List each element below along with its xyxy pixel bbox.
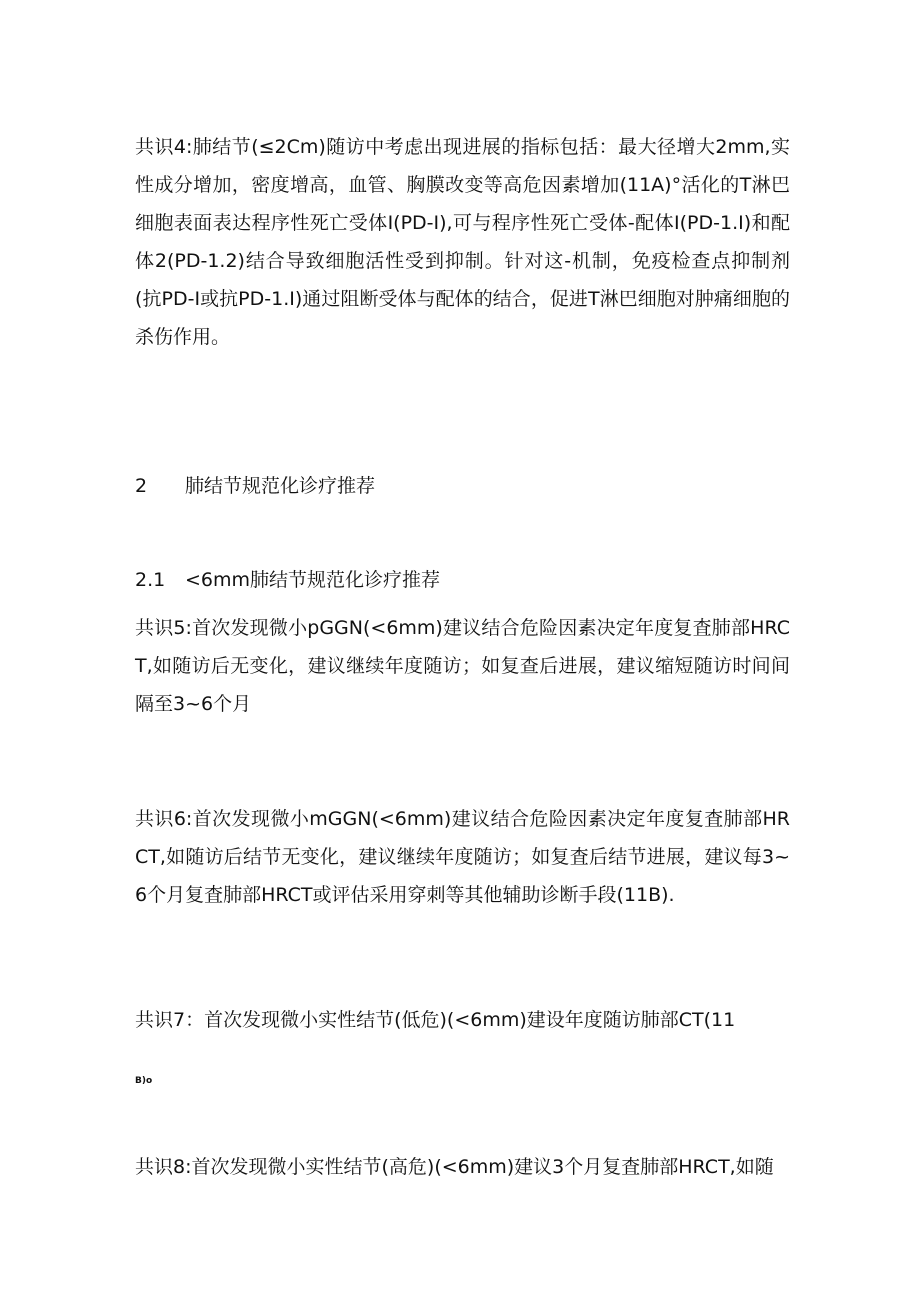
paragraph-consensus-4: 共识4:肺结节(≤2Cm)随访中考虑出现进展的指标包括：最大径增大2mm,实性成分增加，密度增高，血管、胸膜改变等高危因素增加(11A)°活化的T淋巴细胞表面表达程序性死亡受体I(PD-I),可与程序性死亡受体-配体I(PD-1.I)和配体2(PD-1.2)结合导致细胞活性受到抑制。针对这-机制，免疫检查点抑制剂(抗PD-I或抗PD-1.I)通过阻断受体与配体的结合，促进T淋巴细胞对肿痛细胞的杀伤作用。 bbox=[135, 136, 790, 348]
paragraph-consensus-6: 共识6:首次发现微小mGGN(<6mm)建议结合危险因素决定年度复査肺部HRCT,如随访后结节无变化，建议继续年度随访；如复査后结节进展，建议每3~6个月复査肺部HRCT或评估采用穿刺等其他辅助诊断手段(11B). bbox=[135, 808, 790, 906]
paragraph-consensus-7: 共识7：首次发现微小实性结节(低危)(<6mm)建设年度随访肺部CT(11 bbox=[135, 1009, 736, 1031]
section-2-1-number: 2.1 bbox=[135, 569, 166, 591]
section-2-1-title: <6mm肺结节规范化诊疗推荐 bbox=[185, 569, 441, 591]
paragraph-consensus-5: 共识5:首次发现微小pGGN(<6mm)建议结合危险因素决定年度复査肺部HRCT,如随访后无变化，建议继续年度随访；如复查后进展，建议缩短随访时间间隔至3~6个月 bbox=[135, 617, 790, 715]
paragraph-consensus-8: 共识8:首次发现微小实性结节(高危)(<6mm)建议3个月复査肺部HRCT,如随 bbox=[135, 1156, 774, 1178]
section-2-number: 2 bbox=[135, 475, 148, 497]
section-2-heading bbox=[135, 467, 375, 505]
section-2-title: 肺结节规范化诊疗推荐 bbox=[185, 475, 376, 497]
section-2-1-heading bbox=[135, 561, 440, 599]
paragraph-consensus-7-tail: B)o bbox=[135, 1076, 153, 1086]
